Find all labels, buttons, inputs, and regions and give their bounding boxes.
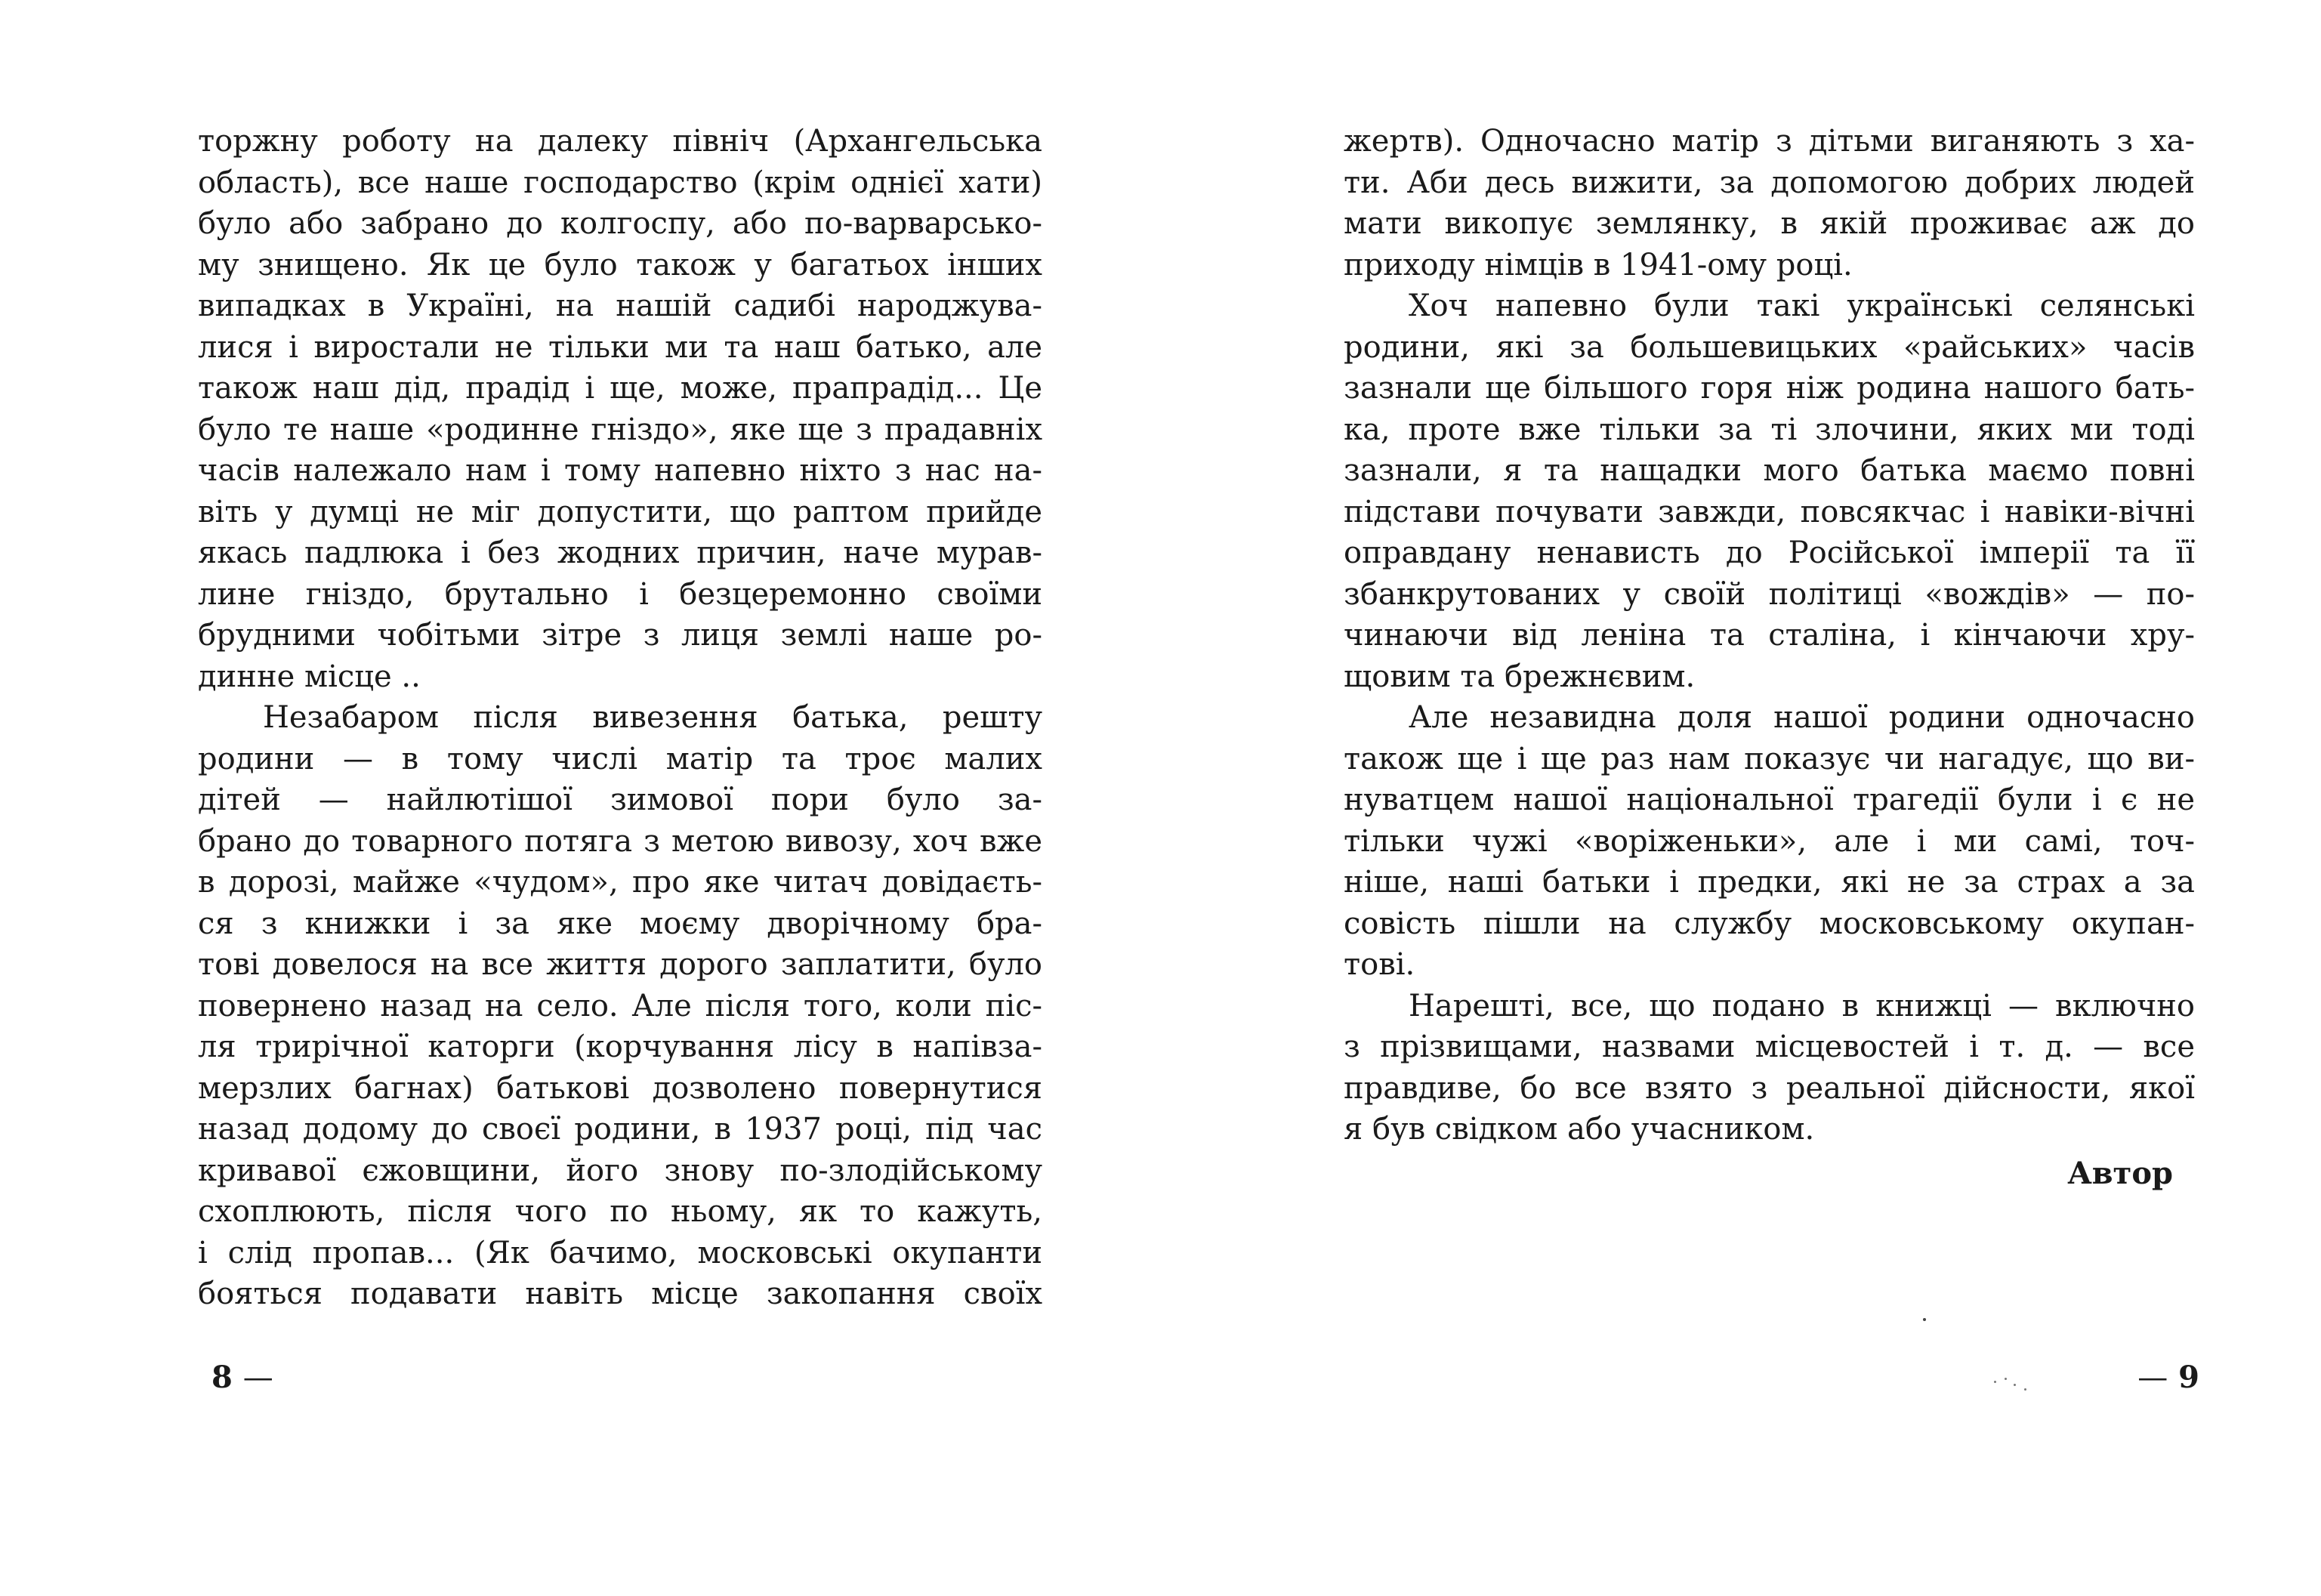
text-line: віть у думці не міг допустити, що раптом прийде bbox=[198, 494, 1042, 529]
text-line: також наш дід, прадід і ще, може, прапрадід... Це bbox=[198, 371, 1042, 406]
text-line: му знищено. Як це було також у багатьох інших bbox=[198, 247, 1042, 282]
text-line: ся з книжки і за яке моєму дворічному бра- bbox=[198, 906, 1042, 941]
text-line: правдиве, бо все взято з реальної дійсности, якої bbox=[1344, 1070, 2195, 1106]
text-line: дітей — найлютішої зимової пори було за- bbox=[198, 783, 1042, 817]
page-number-left bbox=[211, 1360, 273, 1395]
text-line: тільки чужі «воріженьки», але і ми самі, точ- bbox=[1344, 823, 2195, 859]
text-line: родини, які за большевицьких «райських» часів bbox=[1344, 329, 2195, 365]
text-line: схоплюють, після чого по ньому, як то кажуть, bbox=[198, 1194, 1042, 1229]
text-line: мерзлих багнах) батькові дозволено повернутися bbox=[198, 1070, 1042, 1106]
text-line: совість пішли на службу московському окупан- bbox=[1344, 906, 2195, 941]
text-line: динне місце .. bbox=[198, 659, 421, 694]
text-line: випадках в Україні, на нашій садибі народжува- bbox=[198, 289, 1042, 323]
text-line: область), все наше господарство (крім однієї хати) bbox=[198, 165, 1042, 200]
paragraph-first-line: Нарешті, все, що подано в книжці — включно bbox=[1409, 988, 2195, 1023]
text-line: ніше, наші батьки і предки, які не за страх а за bbox=[1344, 865, 2195, 900]
page-number: 8 bbox=[211, 1360, 233, 1395]
text-line: нуватцем нашої національної трагедії були і є не bbox=[1344, 783, 2195, 817]
text-line: ка, проте вже тільки за ті злочини, яких ми тоді bbox=[1344, 412, 2195, 447]
left-page-text bbox=[198, 121, 1042, 1315]
text-line: бояться подавати навіть місце закопання своїх bbox=[198, 1276, 1042, 1311]
text-line: чинаючи від леніна та сталіна, і кінчаючи хру- bbox=[1344, 618, 2195, 653]
folio-dash: — bbox=[242, 1360, 273, 1395]
text-line: брано до товарного потяга з метою вивозу, хоч вже bbox=[198, 823, 1042, 859]
text-line: мати викопує землянку, в якій проживає аж до bbox=[1344, 206, 2195, 241]
text-line: тові довелося на все життя дорого заплатити, було bbox=[198, 947, 1042, 982]
text-line: в дорозі, майже «чудом», про яке читач довідаєть- bbox=[198, 865, 1042, 900]
text-line: тові. bbox=[1344, 947, 1415, 982]
text-line: родини — в тому числі матір та троє малих bbox=[198, 741, 1042, 776]
text-line: повернено назад на село. Але після того, коли піс- bbox=[198, 988, 1042, 1023]
text-line: підстави почувати завжди, повсякчас і навіки-вічні bbox=[1344, 494, 2195, 529]
right-page bbox=[1160, 0, 2320, 1596]
paragraph-first-line: Хоч напевно були такі українські селянські bbox=[1409, 289, 2195, 323]
scan-speck bbox=[1923, 1318, 1926, 1321]
author-signature: Автор bbox=[2067, 1156, 2173, 1191]
text-line: брудними чобітьми зітре з лиця землі наше ро- bbox=[198, 618, 1042, 653]
page-number: 9 bbox=[2178, 1360, 2199, 1395]
paragraph-first-line: Незабаром після вивезення батька, решту bbox=[263, 700, 1042, 735]
text-line: також ще і ще раз нам показує чи нагадує, що ви- bbox=[1344, 741, 2195, 776]
text-line: ля трирічної каторги (корчування лісу в напівза- bbox=[198, 1030, 1042, 1064]
text-line: часів належало нам і тому напевно ніхто з нас на- bbox=[198, 453, 1042, 488]
text-line: зазнали, я та нащадки мого батька маємо повні bbox=[1344, 453, 2195, 488]
folio-dash: — bbox=[2137, 1360, 2168, 1395]
text-line: і слід пропав... (Як бачимо, московські окупанти bbox=[198, 1235, 1042, 1270]
text-line: зазнали ще більшого горя ніж родина нашого бать- bbox=[1344, 371, 2195, 406]
text-line: я був свідком або учасником. bbox=[1344, 1112, 1815, 1147]
text-line: лине гніздо, брутально і безцеремонно своїми bbox=[198, 576, 1042, 612]
text-line: жертв). Одночасно матір з дітьми виганяють з ха- bbox=[1344, 124, 2195, 159]
text-line: кривавої єжовщини, його знову по-злодійському bbox=[198, 1153, 1042, 1188]
text-line: назад додому до своєї родини, в 1937 році, під час bbox=[198, 1112, 1042, 1147]
text-line: якась падлюка і без жодних причин, наче мурав- bbox=[198, 536, 1042, 570]
scan-specks bbox=[1991, 1373, 2036, 1396]
text-line: з прізвищами, назвами місцевостей і т. д. — все bbox=[1344, 1030, 2195, 1064]
right-page-text bbox=[1344, 121, 2195, 1150]
text-line: лися і виростали не тільки ми та наш батько, але bbox=[198, 329, 1042, 365]
text-line: оправдану ненависть до Російської імперії та її bbox=[1344, 536, 2195, 570]
page-number-right bbox=[2137, 1360, 2199, 1395]
text-line: було те наше «родинне гніздо», яке ще з прадавніх bbox=[198, 412, 1042, 447]
text-line: було або забрано до колгоспу, або по-варварсько- bbox=[198, 206, 1042, 241]
text-line: торжну роботу на далеку північ (Архангельська bbox=[198, 124, 1042, 159]
text-line: ти. Аби десь вижити, за допомогою добрих людей bbox=[1344, 165, 2195, 200]
text-line: приходу німців в 1941-ому році. bbox=[1344, 247, 1853, 282]
paragraph-first-line: Але незавидна доля нашої родини одночасно bbox=[1409, 700, 2195, 735]
left-page bbox=[0, 0, 1160, 1596]
text-line: щовим та брежнєвим. bbox=[1344, 659, 1696, 694]
text-line: збанкрутованих у своїй політиці «вождів» — по- bbox=[1344, 576, 2195, 612]
